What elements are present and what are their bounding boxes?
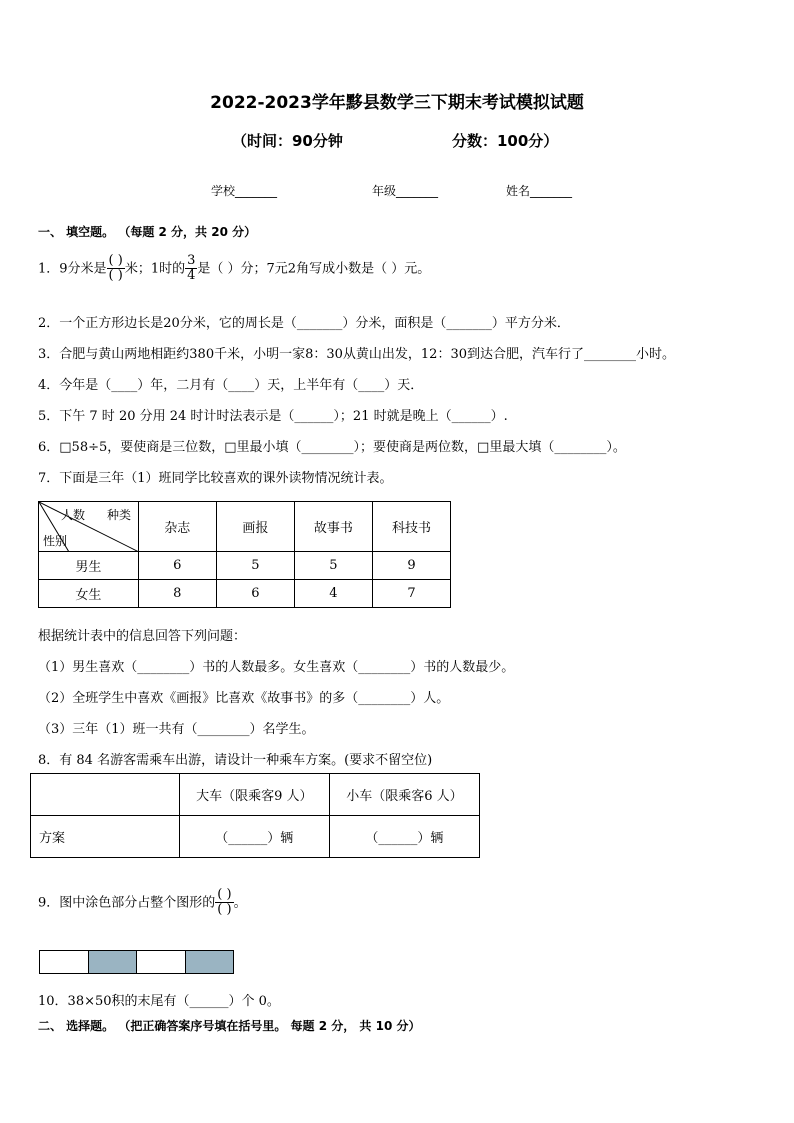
row-label: 男生: [39, 552, 139, 580]
question-5: 5．下午 7 时 20 分用 24 时计时法表示是（______）；21 时就是晚上（______）.: [38, 409, 508, 424]
q9-fraction: $\frac{( )}{( )}$: [217, 887, 232, 918]
fraction-bar: [39, 950, 233, 974]
reading-stats-table: [38, 501, 451, 608]
table-cell: 4: [294, 580, 372, 608]
bus-plan-table: [30, 773, 480, 858]
q1-fraction-1: $\frac{( )}{( )}$: [108, 253, 123, 284]
question-9: [38, 888, 247, 918]
table-cell: （______）辆: [179, 816, 329, 858]
question-4: 4．今年是（____）年，二月有（____）天，上半年有（____）天．: [38, 378, 424, 393]
row-label: 方案: [31, 816, 180, 858]
fraction-bar-cell: [185, 950, 235, 974]
table-cell: 7: [372, 580, 450, 608]
col-header: 大车（限乘客9 人）: [179, 774, 329, 816]
q7-intro: 根据统计表中的信息回答下列问题：: [38, 629, 247, 644]
fraction-bar-cell: [39, 950, 89, 974]
fraction-bar-cell: [88, 950, 138, 974]
table-cell: 6: [138, 552, 216, 580]
row-label: 女生: [39, 580, 139, 608]
q1-part2: 米；1时的: [124, 261, 186, 277]
grade-field: 年级_______: [372, 184, 439, 198]
q9-text: 9．图中涂色部分占整个图形的: [38, 895, 216, 911]
question-6: 6．□58÷5，要使商是三位数，□里最小填（________）；要使商是两位数，□里最大填（________）。: [38, 440, 626, 455]
question-1: [38, 254, 430, 284]
table-row: [39, 552, 451, 580]
col-header: 故事书: [294, 502, 372, 552]
table-row: [31, 816, 480, 858]
table-cell: 5: [216, 552, 294, 580]
name-field: 姓名_______: [506, 184, 573, 198]
section2-heading: 二、 选择题。 （把正确答案序号填在括号里。 每题 2 分， 共 10 分）: [38, 1019, 421, 1033]
q7-sub3: （3）三年（1）班一共有（________）名学生。: [38, 722, 315, 737]
header-right-label: 种类: [107, 508, 132, 522]
question-7: 7．下面是三年（1）班同学比较喜欢的课外读物情况统计表。: [38, 471, 393, 486]
header-bottom-label: 性别: [43, 534, 68, 548]
q7-sub1: （1）男生喜欢（________）书的人数最多。女生喜欢（________）书的人数最少。: [38, 660, 515, 675]
school-field: 学校_______: [211, 184, 278, 198]
col-header: 科技书: [372, 502, 450, 552]
exam-time: （时间：90分钟: [232, 132, 343, 150]
empty-cell: [31, 774, 180, 816]
question-8: 8．有 84 名游客需乘车出游，请设计一种乘车方案。(要求不留空位): [38, 753, 433, 768]
table-cell: 6: [216, 580, 294, 608]
q1-fraction-2: $\frac{3}{4}$: [187, 253, 196, 284]
question-10: 10．38×50积的末尾有（______）个 0。: [38, 994, 280, 1009]
col-header: 小车（限乘客6 人）: [329, 774, 479, 816]
q1-part3: 是（ ）分；7元2角写成小数是（ ）元。: [197, 261, 431, 277]
q1-part1: 1．9分米是: [38, 261, 107, 277]
q7-sub2: （2）全班学生中喜欢《画报》比喜欢《故事书》的多（________）人。: [38, 691, 450, 706]
fraction-bar-cell: [136, 950, 186, 974]
table-cell: （______）辆: [329, 816, 479, 858]
question-3: 3．合肥与黄山两地相距约380千米，小明一家8：30从黄山出发，12：30到达合肥，汽车行了________小时。: [38, 347, 675, 362]
q9-end: 。: [233, 895, 247, 911]
table-cell: 5: [294, 552, 372, 580]
table-row: [39, 580, 451, 608]
header-top-label: 人数: [61, 508, 86, 522]
col-header: 杂志: [138, 502, 216, 552]
table-cell: 9: [372, 552, 450, 580]
question-2: 2．一个正方形边长是20分米，它的周长是（_______）分米，面积是（_______）平方分米．: [38, 316, 570, 331]
page-title: 2022-2023学年黟县数学三下期末考试模拟试题: [210, 93, 584, 113]
col-header: 画报: [216, 502, 294, 552]
table-cell: 8: [138, 580, 216, 608]
exam-score: 分数：100分）: [452, 132, 559, 150]
section1-heading: 一、 填空题。 （每题 2 分，共 20 分）: [38, 225, 257, 239]
diagonal-header-cell: [39, 502, 139, 552]
